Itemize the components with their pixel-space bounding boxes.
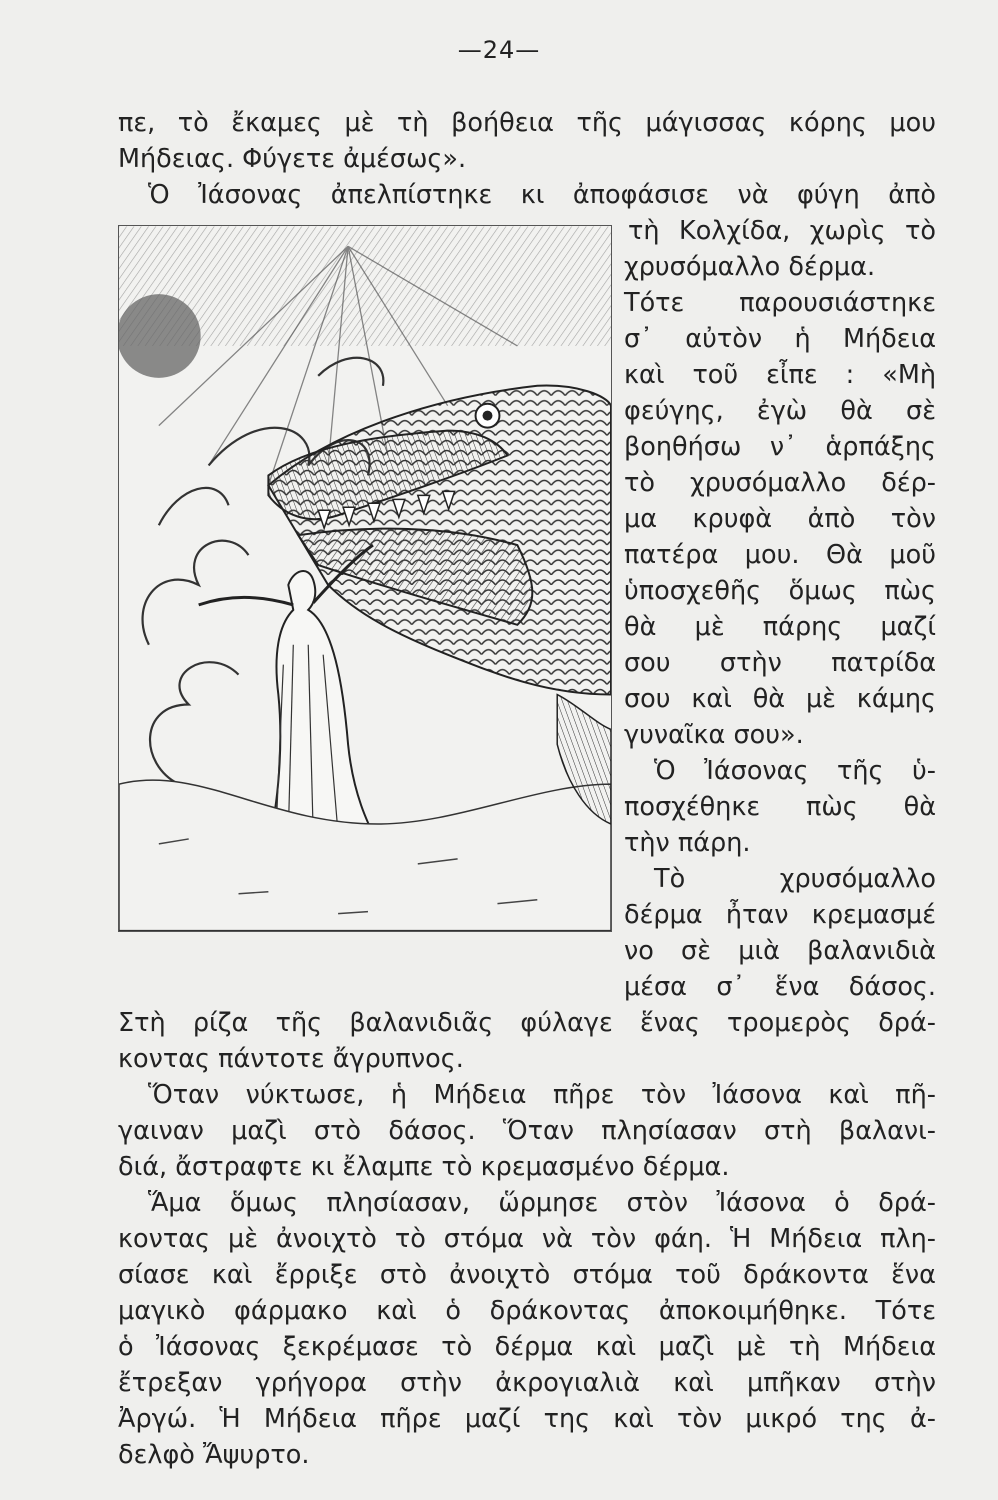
text-line: βοηθήσω ν᾿ ἁρπάξης <box>624 432 936 462</box>
text-line: κοντας πάντοτε ἄγρυπνος. <box>118 1044 464 1074</box>
text-line: ποσχέθηκε πὼς θὰ <box>624 792 936 822</box>
text-line: σου στὴν πατρίδα <box>624 648 936 678</box>
text-line: ὑποσχεθῆς ὅμως πὼς <box>624 576 936 606</box>
text-line: τὴ Κολχίδα, χωρὶς τὸ <box>628 216 936 246</box>
page-number: —24— <box>457 36 541 64</box>
text-line: ἔτρεξαν γρήγορα στὴν ἀκρογιαλιὰ καὶ μπῆκαν στὴν <box>118 1368 936 1398</box>
paragraph-start-line: Ἅμα ὅμως πλησίασαν, ὥρμησε στὸν Ἰάσονα ὁ δρά- <box>148 1188 936 1218</box>
text-line: σου καὶ θὰ μὲ κάμης <box>624 684 936 714</box>
text-line: διά, ἄστραφτε κι ἔλαμπε τὸ κρεμασμένο δέρμα. <box>118 1152 730 1182</box>
text-line: ὁ Ἰάσονας ξεκρέμασε τὸ δέρμα καὶ μαζὶ μὲ τὴ Μήδεια <box>118 1332 936 1362</box>
text-line: πατέρα μου. Θὰ μοῦ <box>624 540 936 570</box>
text-line: γαιναν μαζὶ στὸ δάσος. Ὅταν πλησίασαν στὴ βαλανι- <box>118 1116 936 1146</box>
dragon-illustration <box>118 225 612 932</box>
text-line: Τότε παρουσιάστηκε <box>624 288 936 318</box>
text-line: μα κρυφὰ ἀπὸ τὸν <box>624 504 936 534</box>
text-line: τὴν πάρη. <box>624 828 751 858</box>
text-line: χρυσόμαλλο δέρμα. <box>624 252 876 282</box>
text-line: σίασε καὶ ἔρριξε στὸ ἀνοιχτὸ στόμα τοῦ δράκοντα ἕνα <box>118 1260 936 1290</box>
text-line: πε, τὸ ἔκαμες μὲ τὴ βοήθεια τῆς μάγισσας κόρης μου <box>118 108 936 138</box>
sun-icon <box>119 294 201 378</box>
text-line: θὰ μὲ πάρης μαζί <box>624 612 936 642</box>
text-line: τὸ χρυσόμαλλο δέρ- <box>624 468 936 498</box>
text-line: γυναῖκα σου». <box>624 720 804 750</box>
text-line: Μήδειας. Φύγετε ἀμέσως». <box>118 144 467 174</box>
paragraph-start-line: Ὁ Ἰάσονας τῆς ὑ- <box>654 756 936 786</box>
text-line: μαγικὸ φάρμακο καὶ ὁ δράκοντας ἀποκοιμήθηκε. Τότε <box>118 1296 936 1326</box>
text-line: καὶ τοῦ εἶπε : «Μὴ <box>624 360 936 390</box>
text-line: δέρμα ἦταν κρεμασμέ <box>624 900 936 930</box>
text-line: μέσα σ᾿ ἕνα δάσος. <box>624 972 936 1002</box>
text-line: νο σὲ μιὰ βαλανιδιὰ <box>624 936 936 966</box>
text-line: δελφὸ Ἄψυρτο. <box>118 1440 310 1470</box>
paragraph-start-line: Τὸ χρυσόμαλλο <box>654 864 936 894</box>
text-line: Στὴ ρίζα τῆς βαλανιδιᾶς φύλαγε ἕνας τρομερὸς δρά- <box>118 1008 936 1038</box>
paragraph-start-line: Ὁ Ἰάσονας ἀπελπίστηκε κι ἀποφάσισε νὰ φύγη ἀπὸ <box>148 180 936 210</box>
paragraph-start-line: Ὅταν νύκτωσε, ἡ Μήδεια πῆρε τὸν Ἰάσονα καὶ πῆ- <box>148 1080 936 1110</box>
text-line: σ᾿ αὐτὸν ἡ Μήδεια <box>624 324 936 354</box>
text-line: κοντας μὲ ἀνοιχτὸ τὸ στόμα νὰ τὸν φάη. Ἡ Μήδεια πλη- <box>118 1224 936 1254</box>
text-line: φεύγης, ἐγὼ θὰ σὲ <box>624 396 936 426</box>
text-line: Ἀργώ. Ἡ Μήδεια πῆρε μαζί της καὶ τὸν μικρό της ἀ- <box>118 1404 936 1434</box>
